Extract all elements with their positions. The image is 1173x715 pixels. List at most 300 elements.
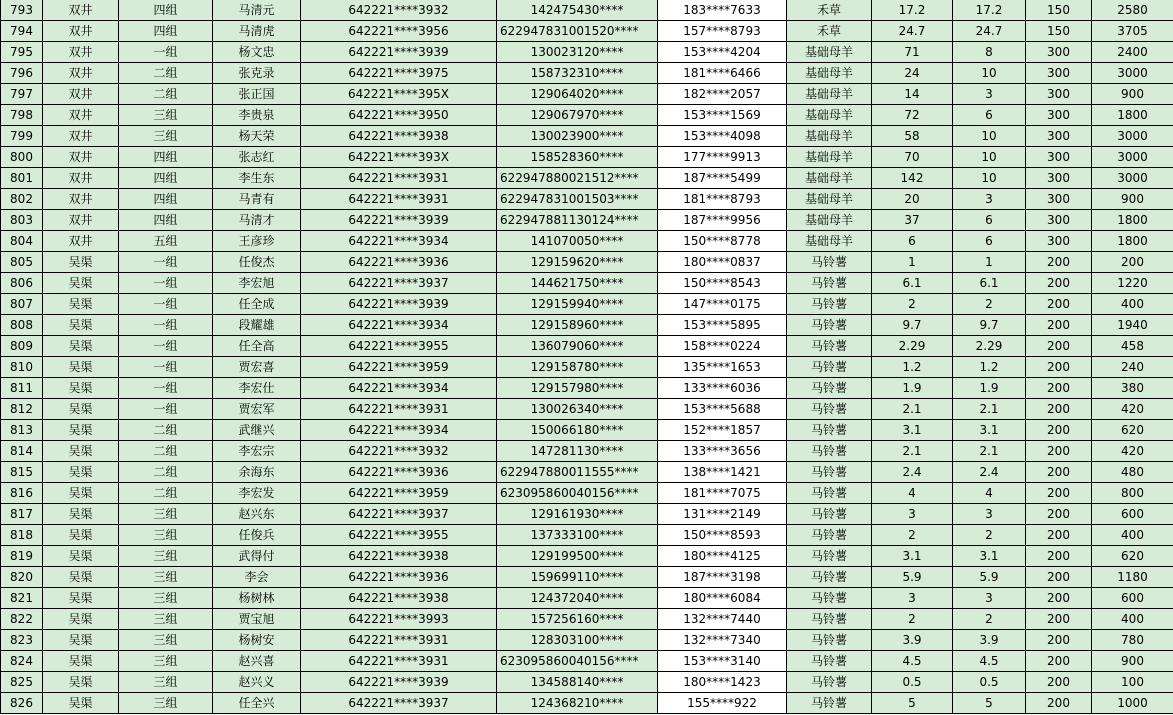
- cell-no[interactable]: 795: [1, 42, 43, 63]
- cell-name[interactable]: 张克录: [213, 63, 301, 84]
- cell-price[interactable]: 200: [1026, 252, 1092, 273]
- cell-village[interactable]: 双井: [43, 210, 119, 231]
- cell-phone[interactable]: 180****4125: [658, 546, 787, 567]
- cell-phone[interactable]: 153****3140: [658, 651, 787, 672]
- cell-quantity[interactable]: 17.2: [872, 0, 953, 21]
- cell-price[interactable]: 200: [1026, 483, 1092, 504]
- cell-id-no[interactable]: 642221****3937: [301, 504, 497, 525]
- cell-group[interactable]: 二组: [119, 84, 213, 105]
- cell-item[interactable]: 马铃薯: [787, 567, 872, 588]
- cell-quantity[interactable]: 24.7: [872, 21, 953, 42]
- cell-id-no[interactable]: 642221****3938: [301, 588, 497, 609]
- cell-no[interactable]: 815: [1, 462, 43, 483]
- cell-item[interactable]: 基础母羊: [787, 231, 872, 252]
- cell-amount[interactable]: 100: [1092, 672, 1173, 693]
- cell-amount[interactable]: 1940: [1092, 315, 1173, 336]
- cell-no[interactable]: 824: [1, 651, 43, 672]
- cell-bank-account[interactable]: 129067970****: [497, 105, 658, 126]
- cell-quantity[interactable]: 1.9: [872, 378, 953, 399]
- cell-village[interactable]: 吴渠: [43, 609, 119, 630]
- cell-group[interactable]: 一组: [119, 252, 213, 273]
- cell-group[interactable]: 三组: [119, 105, 213, 126]
- cell-price[interactable]: 200: [1026, 630, 1092, 651]
- cell-name[interactable]: 李宏仕: [213, 378, 301, 399]
- cell-amount[interactable]: 3000: [1092, 63, 1173, 84]
- cell-no[interactable]: 814: [1, 441, 43, 462]
- cell-verified[interactable]: 6: [953, 231, 1026, 252]
- cell-phone[interactable]: 180****1423: [658, 672, 787, 693]
- cell-verified[interactable]: 3.9: [953, 630, 1026, 651]
- cell-price[interactable]: 150: [1026, 21, 1092, 42]
- cell-name[interactable]: 李宏旭: [213, 273, 301, 294]
- cell-bank-account[interactable]: 622947831001520****: [497, 21, 658, 42]
- cell-name[interactable]: 赵兴喜: [213, 651, 301, 672]
- cell-id-no[interactable]: 642221****3939: [301, 294, 497, 315]
- cell-verified[interactable]: 3.1: [953, 420, 1026, 441]
- cell-phone[interactable]: 180****0837: [658, 252, 787, 273]
- cell-phone[interactable]: 147****0175: [658, 294, 787, 315]
- cell-verified[interactable]: 2.4: [953, 462, 1026, 483]
- cell-amount[interactable]: 2580: [1092, 0, 1173, 21]
- cell-price[interactable]: 300: [1026, 63, 1092, 84]
- cell-quantity[interactable]: 5: [872, 693, 953, 714]
- cell-bank-account[interactable]: 142475430****: [497, 0, 658, 21]
- cell-group[interactable]: 三组: [119, 609, 213, 630]
- cell-item[interactable]: 马铃薯: [787, 357, 872, 378]
- cell-name[interactable]: 赵兴义: [213, 672, 301, 693]
- cell-amount[interactable]: 600: [1092, 588, 1173, 609]
- cell-village[interactable]: 双井: [43, 231, 119, 252]
- cell-village[interactable]: 双井: [43, 126, 119, 147]
- cell-quantity[interactable]: 3.9: [872, 630, 953, 651]
- cell-bank-account[interactable]: 129199500****: [497, 546, 658, 567]
- cell-item[interactable]: 基础母羊: [787, 210, 872, 231]
- cell-name[interactable]: 武得付: [213, 546, 301, 567]
- cell-amount[interactable]: 400: [1092, 294, 1173, 315]
- cell-phone[interactable]: 181****6466: [658, 63, 787, 84]
- cell-village[interactable]: 吴渠: [43, 546, 119, 567]
- cell-group[interactable]: 三组: [119, 693, 213, 714]
- cell-group[interactable]: 三组: [119, 504, 213, 525]
- cell-village[interactable]: 双井: [43, 147, 119, 168]
- cell-quantity[interactable]: 24: [872, 63, 953, 84]
- cell-verified[interactable]: 2: [953, 609, 1026, 630]
- cell-amount[interactable]: 420: [1092, 399, 1173, 420]
- cell-item[interactable]: 基础母羊: [787, 168, 872, 189]
- cell-name[interactable]: 杨树林: [213, 588, 301, 609]
- cell-verified[interactable]: 4: [953, 483, 1026, 504]
- cell-quantity[interactable]: 9.7: [872, 315, 953, 336]
- cell-village[interactable]: 吴渠: [43, 483, 119, 504]
- cell-price[interactable]: 300: [1026, 168, 1092, 189]
- cell-bank-account[interactable]: 622947880011555****: [497, 462, 658, 483]
- cell-id-no[interactable]: 642221****3932: [301, 441, 497, 462]
- cell-phone[interactable]: 153****1569: [658, 105, 787, 126]
- cell-amount[interactable]: 458: [1092, 336, 1173, 357]
- cell-item[interactable]: 基础母羊: [787, 126, 872, 147]
- cell-amount[interactable]: 3000: [1092, 126, 1173, 147]
- cell-bank-account[interactable]: 159699110****: [497, 567, 658, 588]
- cell-item[interactable]: 马铃薯: [787, 252, 872, 273]
- cell-bank-account[interactable]: 129158960****: [497, 315, 658, 336]
- cell-item[interactable]: 马铃薯: [787, 399, 872, 420]
- cell-item[interactable]: 马铃薯: [787, 315, 872, 336]
- cell-price[interactable]: 300: [1026, 147, 1092, 168]
- cell-quantity[interactable]: 2.1: [872, 399, 953, 420]
- cell-price[interactable]: 200: [1026, 504, 1092, 525]
- cell-id-no[interactable]: 642221****3931: [301, 651, 497, 672]
- cell-group[interactable]: 二组: [119, 420, 213, 441]
- cell-item[interactable]: 基础母羊: [787, 105, 872, 126]
- cell-no[interactable]: 808: [1, 315, 43, 336]
- cell-bank-account[interactable]: 124372040****: [497, 588, 658, 609]
- cell-bank-account[interactable]: 147281130****: [497, 441, 658, 462]
- cell-phone[interactable]: 153****4098: [658, 126, 787, 147]
- cell-amount[interactable]: 1000: [1092, 693, 1173, 714]
- cell-group[interactable]: 四组: [119, 21, 213, 42]
- cell-amount[interactable]: 400: [1092, 609, 1173, 630]
- cell-name[interactable]: 任俊兵: [213, 525, 301, 546]
- cell-amount[interactable]: 480: [1092, 462, 1173, 483]
- cell-bank-account[interactable]: 144621750****: [497, 273, 658, 294]
- cell-group[interactable]: 三组: [119, 630, 213, 651]
- cell-verified[interactable]: 1: [953, 252, 1026, 273]
- cell-item[interactable]: 基础母羊: [787, 63, 872, 84]
- cell-item[interactable]: 马铃薯: [787, 651, 872, 672]
- cell-item[interactable]: 马铃薯: [787, 420, 872, 441]
- cell-village[interactable]: 双井: [43, 0, 119, 21]
- cell-village[interactable]: 双井: [43, 189, 119, 210]
- cell-name[interactable]: 李宏发: [213, 483, 301, 504]
- cell-phone[interactable]: 153****5688: [658, 399, 787, 420]
- cell-name[interactable]: 王彦珍: [213, 231, 301, 252]
- cell-name[interactable]: 马清虎: [213, 21, 301, 42]
- cell-item[interactable]: 马铃薯: [787, 483, 872, 504]
- cell-bank-account[interactable]: 129159620****: [497, 252, 658, 273]
- cell-group[interactable]: 四组: [119, 0, 213, 21]
- cell-item[interactable]: 马铃薯: [787, 441, 872, 462]
- cell-amount[interactable]: 2400: [1092, 42, 1173, 63]
- cell-amount[interactable]: 380: [1092, 378, 1173, 399]
- cell-name[interactable]: 杨文忠: [213, 42, 301, 63]
- cell-name[interactable]: 李生东: [213, 168, 301, 189]
- cell-id-no[interactable]: 642221****3993: [301, 609, 497, 630]
- cell-quantity[interactable]: 2: [872, 525, 953, 546]
- cell-bank-account[interactable]: 623095860040156****: [497, 651, 658, 672]
- cell-phone[interactable]: 181****8793: [658, 189, 787, 210]
- cell-verified[interactable]: 1.9: [953, 378, 1026, 399]
- cell-id-no[interactable]: 642221****393X: [301, 147, 497, 168]
- cell-amount[interactable]: 3705: [1092, 21, 1173, 42]
- cell-no[interactable]: 797: [1, 84, 43, 105]
- cell-id-no[interactable]: 642221****3936: [301, 462, 497, 483]
- cell-name[interactable]: 贾宏军: [213, 399, 301, 420]
- cell-no[interactable]: 825: [1, 672, 43, 693]
- cell-verified[interactable]: 3: [953, 588, 1026, 609]
- cell-no[interactable]: 798: [1, 105, 43, 126]
- cell-item[interactable]: 基础母羊: [787, 189, 872, 210]
- cell-no[interactable]: 809: [1, 336, 43, 357]
- cell-verified[interactable]: 5: [953, 693, 1026, 714]
- cell-verified[interactable]: 10: [953, 147, 1026, 168]
- cell-phone[interactable]: 153****5895: [658, 315, 787, 336]
- cell-phone[interactable]: 183****7633: [658, 0, 787, 21]
- cell-item[interactable]: 马铃薯: [787, 693, 872, 714]
- cell-item[interactable]: 马铃薯: [787, 462, 872, 483]
- cell-item[interactable]: 马铃薯: [787, 273, 872, 294]
- cell-group[interactable]: 三组: [119, 672, 213, 693]
- cell-price[interactable]: 200: [1026, 588, 1092, 609]
- cell-group[interactable]: 一组: [119, 42, 213, 63]
- cell-bank-account[interactable]: 622947881130124****: [497, 210, 658, 231]
- cell-price[interactable]: 300: [1026, 84, 1092, 105]
- cell-village[interactable]: 吴渠: [43, 672, 119, 693]
- cell-village[interactable]: 吴渠: [43, 567, 119, 588]
- cell-verified[interactable]: 10: [953, 63, 1026, 84]
- cell-item[interactable]: 马铃薯: [787, 525, 872, 546]
- cell-village[interactable]: 吴渠: [43, 420, 119, 441]
- cell-price[interactable]: 200: [1026, 420, 1092, 441]
- cell-no[interactable]: 820: [1, 567, 43, 588]
- cell-verified[interactable]: 6: [953, 210, 1026, 231]
- cell-bank-account[interactable]: 130023900****: [497, 126, 658, 147]
- cell-id-no[interactable]: 642221****3934: [301, 378, 497, 399]
- cell-phone[interactable]: 138****1421: [658, 462, 787, 483]
- cell-verified[interactable]: 3: [953, 504, 1026, 525]
- cell-verified[interactable]: 8: [953, 42, 1026, 63]
- cell-group[interactable]: 三组: [119, 588, 213, 609]
- cell-price[interactable]: 200: [1026, 672, 1092, 693]
- cell-name[interactable]: 贾宝旭: [213, 609, 301, 630]
- cell-bank-account[interactable]: 130026340****: [497, 399, 658, 420]
- cell-phone[interactable]: 153****4204: [658, 42, 787, 63]
- cell-bank-account[interactable]: 128303100****: [497, 630, 658, 651]
- cell-quantity[interactable]: 2.1: [872, 441, 953, 462]
- cell-no[interactable]: 818: [1, 525, 43, 546]
- cell-village[interactable]: 吴渠: [43, 693, 119, 714]
- cell-item[interactable]: 马铃薯: [787, 672, 872, 693]
- cell-verified[interactable]: 24.7: [953, 21, 1026, 42]
- cell-item[interactable]: 基础母羊: [787, 147, 872, 168]
- cell-verified[interactable]: 2.29: [953, 336, 1026, 357]
- cell-village[interactable]: 吴渠: [43, 630, 119, 651]
- cell-price[interactable]: 200: [1026, 441, 1092, 462]
- cell-verified[interactable]: 10: [953, 126, 1026, 147]
- cell-bank-account[interactable]: 137333100****: [497, 525, 658, 546]
- cell-group[interactable]: 二组: [119, 63, 213, 84]
- cell-phone[interactable]: 133****6036: [658, 378, 787, 399]
- cell-group[interactable]: 一组: [119, 336, 213, 357]
- cell-quantity[interactable]: 1.2: [872, 357, 953, 378]
- cell-group[interactable]: 三组: [119, 126, 213, 147]
- cell-phone[interactable]: 155****922: [658, 693, 787, 714]
- cell-verified[interactable]: 2.1: [953, 441, 1026, 462]
- cell-id-no[interactable]: 642221****3939: [301, 672, 497, 693]
- cell-quantity[interactable]: 3.1: [872, 420, 953, 441]
- cell-no[interactable]: 794: [1, 21, 43, 42]
- cell-price[interactable]: 200: [1026, 315, 1092, 336]
- cell-amount[interactable]: 1220: [1092, 273, 1173, 294]
- cell-bank-account[interactable]: 134588140****: [497, 672, 658, 693]
- cell-verified[interactable]: 5.9: [953, 567, 1026, 588]
- cell-quantity[interactable]: 1: [872, 252, 953, 273]
- cell-quantity[interactable]: 37: [872, 210, 953, 231]
- cell-name[interactable]: 段耀雄: [213, 315, 301, 336]
- cell-amount[interactable]: 240: [1092, 357, 1173, 378]
- cell-bank-account[interactable]: 158732310****: [497, 63, 658, 84]
- cell-item[interactable]: 马铃薯: [787, 546, 872, 567]
- cell-quantity[interactable]: 142: [872, 168, 953, 189]
- cell-no[interactable]: 819: [1, 546, 43, 567]
- cell-group[interactable]: 四组: [119, 210, 213, 231]
- cell-id-no[interactable]: 642221****3939: [301, 42, 497, 63]
- cell-name[interactable]: 赵兴东: [213, 504, 301, 525]
- cell-price[interactable]: 200: [1026, 546, 1092, 567]
- cell-no[interactable]: 821: [1, 588, 43, 609]
- cell-no[interactable]: 802: [1, 189, 43, 210]
- cell-id-no[interactable]: 642221****3934: [301, 420, 497, 441]
- cell-quantity[interactable]: 2: [872, 294, 953, 315]
- cell-no[interactable]: 796: [1, 63, 43, 84]
- cell-item[interactable]: 马铃薯: [787, 336, 872, 357]
- cell-bank-account[interactable]: 622947831001503****: [497, 189, 658, 210]
- cell-bank-account[interactable]: 157256160****: [497, 609, 658, 630]
- cell-verified[interactable]: 6: [953, 105, 1026, 126]
- cell-id-no[interactable]: 642221****3956: [301, 21, 497, 42]
- cell-name[interactable]: 任全成: [213, 294, 301, 315]
- cell-item[interactable]: 马铃薯: [787, 630, 872, 651]
- cell-village[interactable]: 吴渠: [43, 588, 119, 609]
- cell-name[interactable]: 张志红: [213, 147, 301, 168]
- cell-group[interactable]: 一组: [119, 294, 213, 315]
- cell-village[interactable]: 吴渠: [43, 357, 119, 378]
- cell-name[interactable]: 马清才: [213, 210, 301, 231]
- cell-no[interactable]: 793: [1, 0, 43, 21]
- cell-id-no[interactable]: 642221****3934: [301, 315, 497, 336]
- cell-id-no[interactable]: 642221****3931: [301, 168, 497, 189]
- cell-id-no[interactable]: 642221****3936: [301, 252, 497, 273]
- cell-verified[interactable]: 9.7: [953, 315, 1026, 336]
- cell-price[interactable]: 200: [1026, 567, 1092, 588]
- cell-bank-account[interactable]: 129064020****: [497, 84, 658, 105]
- cell-group[interactable]: 二组: [119, 462, 213, 483]
- cell-phone[interactable]: 181****7075: [658, 483, 787, 504]
- cell-bank-account[interactable]: 129158780****: [497, 357, 658, 378]
- cell-verified[interactable]: 2: [953, 525, 1026, 546]
- cell-phone[interactable]: 152****1857: [658, 420, 787, 441]
- cell-id-no[interactable]: 642221****3937: [301, 273, 497, 294]
- cell-group[interactable]: 四组: [119, 147, 213, 168]
- cell-amount[interactable]: 780: [1092, 630, 1173, 651]
- cell-name[interactable]: 马清元: [213, 0, 301, 21]
- cell-price[interactable]: 200: [1026, 378, 1092, 399]
- cell-verified[interactable]: 10: [953, 168, 1026, 189]
- cell-phone[interactable]: 182****2057: [658, 84, 787, 105]
- cell-quantity[interactable]: 3.1: [872, 546, 953, 567]
- cell-group[interactable]: 二组: [119, 483, 213, 504]
- cell-village[interactable]: 吴渠: [43, 378, 119, 399]
- cell-village[interactable]: 吴渠: [43, 525, 119, 546]
- cell-village[interactable]: 吴渠: [43, 315, 119, 336]
- cell-quantity[interactable]: 4: [872, 483, 953, 504]
- cell-amount[interactable]: 1180: [1092, 567, 1173, 588]
- cell-price[interactable]: 300: [1026, 42, 1092, 63]
- cell-item[interactable]: 马铃薯: [787, 504, 872, 525]
- cell-village[interactable]: 双井: [43, 42, 119, 63]
- cell-item[interactable]: 马铃薯: [787, 378, 872, 399]
- cell-id-no[interactable]: 642221****3955: [301, 336, 497, 357]
- cell-id-no[interactable]: 642221****3938: [301, 126, 497, 147]
- cell-village[interactable]: 双井: [43, 21, 119, 42]
- cell-item[interactable]: 禾草: [787, 21, 872, 42]
- cell-phone[interactable]: 133****3656: [658, 441, 787, 462]
- cell-village[interactable]: 吴渠: [43, 441, 119, 462]
- cell-no[interactable]: 812: [1, 399, 43, 420]
- cell-name[interactable]: 张正国: [213, 84, 301, 105]
- cell-group[interactable]: 一组: [119, 315, 213, 336]
- cell-group[interactable]: 五组: [119, 231, 213, 252]
- cell-bank-account[interactable]: 141070050****: [497, 231, 658, 252]
- cell-village[interactable]: 吴渠: [43, 336, 119, 357]
- cell-phone[interactable]: 180****6084: [658, 588, 787, 609]
- cell-no[interactable]: 807: [1, 294, 43, 315]
- cell-verified[interactable]: 3: [953, 189, 1026, 210]
- cell-phone[interactable]: 177****9913: [658, 147, 787, 168]
- cell-verified[interactable]: 6.1: [953, 273, 1026, 294]
- cell-phone[interactable]: 135****1653: [658, 357, 787, 378]
- cell-phone[interactable]: 158****0224: [658, 336, 787, 357]
- cell-price[interactable]: 300: [1026, 231, 1092, 252]
- cell-price[interactable]: 200: [1026, 336, 1092, 357]
- cell-price[interactable]: 200: [1026, 651, 1092, 672]
- cell-id-no[interactable]: 642221****3937: [301, 693, 497, 714]
- cell-id-no[interactable]: 642221****395X: [301, 84, 497, 105]
- cell-no[interactable]: 811: [1, 378, 43, 399]
- cell-amount[interactable]: 400: [1092, 525, 1173, 546]
- cell-amount[interactable]: 1800: [1092, 105, 1173, 126]
- cell-id-no[interactable]: 642221****3950: [301, 105, 497, 126]
- cell-quantity[interactable]: 70: [872, 147, 953, 168]
- cell-phone[interactable]: 150****8543: [658, 273, 787, 294]
- cell-id-no[interactable]: 642221****3938: [301, 546, 497, 567]
- cell-bank-account[interactable]: 622947880021512****: [497, 168, 658, 189]
- cell-name[interactable]: 杨树安: [213, 630, 301, 651]
- cell-verified[interactable]: 1.2: [953, 357, 1026, 378]
- cell-item[interactable]: 马铃薯: [787, 588, 872, 609]
- cell-no[interactable]: 817: [1, 504, 43, 525]
- cell-id-no[interactable]: 642221****3959: [301, 357, 497, 378]
- cell-group[interactable]: 一组: [119, 357, 213, 378]
- cell-bank-account[interactable]: 136079060****: [497, 336, 658, 357]
- cell-verified[interactable]: 2.1: [953, 399, 1026, 420]
- cell-village[interactable]: 吴渠: [43, 294, 119, 315]
- cell-id-no[interactable]: 642221****3934: [301, 231, 497, 252]
- cell-amount[interactable]: 900: [1092, 651, 1173, 672]
- cell-quantity[interactable]: 2.29: [872, 336, 953, 357]
- cell-verified[interactable]: 3.1: [953, 546, 1026, 567]
- cell-amount[interactable]: 1800: [1092, 210, 1173, 231]
- cell-no[interactable]: 805: [1, 252, 43, 273]
- cell-name[interactable]: 李宏宗: [213, 441, 301, 462]
- cell-quantity[interactable]: 58: [872, 126, 953, 147]
- cell-id-no[interactable]: 642221****3931: [301, 189, 497, 210]
- cell-id-no[interactable]: 642221****3931: [301, 399, 497, 420]
- cell-quantity[interactable]: 0.5: [872, 672, 953, 693]
- cell-price[interactable]: 300: [1026, 210, 1092, 231]
- cell-id-no[interactable]: 642221****3939: [301, 210, 497, 231]
- cell-amount[interactable]: 900: [1092, 189, 1173, 210]
- cell-price[interactable]: 200: [1026, 525, 1092, 546]
